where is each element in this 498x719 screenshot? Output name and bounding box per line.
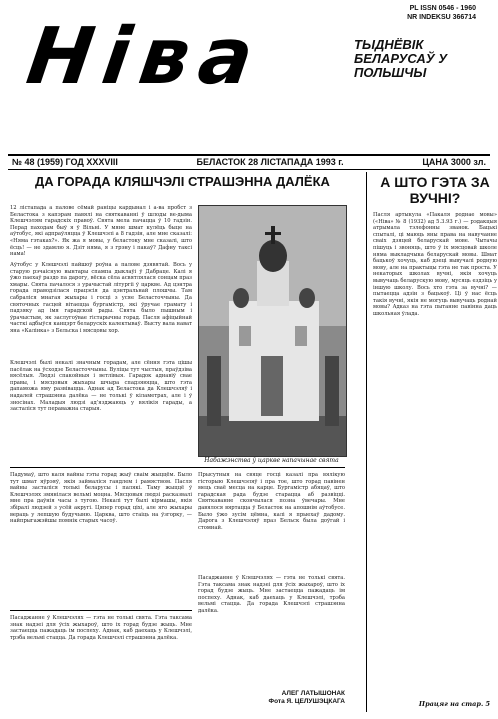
lower-col2-text: Прысутныя на свяце госці казалі пра вялікую гісторыю Клешчэляў і пра тое, што горад павінен мець сваё месца на карце. Бургамістр абяцаў, што гарадская рада будзе старацца аб развіцці. Святкаванне скончылася позна ўвечары. Мне давялося вяртацца ў Беласток на апошнім аўтобусе. Было ўжо зусім цёмна, калі я прыехаў дадому. Дарога з Клешчэляў праз Бельск была доўгай і стомнай. [198, 472, 345, 531]
side-headline: А ШТО ГЭТА ЗА ВУЧНІ? [380, 174, 490, 206]
side-article [366, 172, 497, 712]
lead-intro: 12 лістапада а палове сёмай раніцы кардынал і а-ва пробст з Беластока з капэрам павялі на святкаванні ў шлоды ве-дыма Клешчэлям гарадскіх правоў. Свята мела пачацца ў 10 гадзін. Перад паходам быў я ў Вільні. У мяне шмат кулёць быце на аўтобус, які адпраўляцца ў Клешчэлі а 8 гадзін, але мне сказалі: «Няма гэтаках?». Як жа я мовы, у беластоку мне сказалі, што ёсць! — не здамлю я. Дзіт няма, я з грэну і пакаў? Дафну таксі нама! [10, 205, 192, 258]
lower-col1-text: Падумаў, што каля вайны гэты горад жыў сваім жыццём. Было тут шмат яўрэяў, якія займаліся гандлем і рамяством. Пасля вайны засталіся толькі беларусы і палякі. Таму жыццё ў Клешчэлях змянілася вельмі моцна. Мясцовыя людзі расказвалі мне пра даўнія часы з тугою. Некалі тут былі кірмашы, якія збіралі людзей з усёй акругі. Цяпер горад ціхі, але яго жыхары вераць у лепшую будучыню. Царква, што стаіць на ўзгорку, — найпрыгажэйшы помнік старых часоў. [10, 472, 192, 525]
lower-divider [10, 610, 192, 611]
continued-note: Працяг на стар. 5 [418, 700, 490, 708]
signature [240, 690, 345, 706]
issue-price: ЦАНА 3000 зл. [422, 157, 486, 167]
side-text: Пасля артыкула «Пакаля роднае мовы» («Ніва» № 8 (1932) ад 5.3.93 г.) — рэдакцыя атрымала тэлефонны званок. Бацькі спыталі, ці маюць яны права на навучанне сваіх дзяцей беларускай мове. Чытачы пішуць і звоняць, што ў іх мясцовай школе няма выкладчыка беларускай мовы. Шмат бацькоў хочуць, каб дзеці вывучалі родную мову, але на практыцы гэта не так проста. У некаторых школах вучні, якія хочуць вывучаць беларускую мову, мусяць ездзіць у іншую школу. Вось хто гэта за вучні? — пытаецца адзін з бацькоў. Ці ў нас ёсць такія вучні, якія не могуць вывучаць роднай мовы? Адказ на гэта пытанне павінна даць школьная ўлада. [373, 212, 497, 317]
church-photo [198, 205, 347, 457]
lead-article [10, 172, 355, 195]
section-divider [10, 467, 345, 468]
lead-col2-text: Клешчэлі былі некалі значным горадам, але сёння гэта цішы пасёлак на ўсходзе Беласточчыны. Вуліцы тут чыстыя, праўдзіва вясёлыя. Людзі спакойныя і ветлівыя. Гарадок аднавіў свае правы, і мясцовыя жыхары шчыра спадзяюцца, што гэта дапаможа яму развівацца. Аднак ад Беластока да Клешчэляў і надалей страшэнна далёка — не толькі ў кіламетрах, але і ў зносінах. Маладыя людзі ад’язджаюць у вялікія гарады, а засталіся тут пераважна старыя. [10, 360, 192, 413]
lower-col2-continued: Пасаджанне ў Клешчэлях — гэта не толькі свята. Гэта таксама знак надзеі для ўсіх жыхароў, што іх горад будзе жыць. Мне застаецца пажадаць ім поспеху. Аднак, каб даехаць у Клешчэлі, трэба вельмі стацца. Да горада Клешчэлі страшэнна далёка. [198, 575, 345, 614]
info-bar [8, 154, 490, 170]
photo-credit: Фота Я. ЦЕЛУШЭЦКАГА [268, 698, 345, 705]
issue-number: № 48 (1959) ГОД XXXVIII [12, 157, 118, 167]
issue-date: БЕЛАСТОК 28 ЛІСТАПАДА 1993 г. [196, 157, 344, 167]
author-name: АЛЕГ ЛАТЫШОНАК [281, 690, 345, 697]
masthead [8, 0, 490, 118]
index-line: NR INDEKSU 366714 [407, 14, 476, 21]
logo: Ніва [21, 12, 269, 102]
photo-caption: Набажэнства ў царкве напачынае свята [204, 457, 339, 464]
tagline: ТЫДНЁВІК БЕЛАРУСАЎ У ПОЛЬШЧЫ [354, 37, 448, 80]
lead-col1-text: Аўтобус у Клешчэлі пайшоў роўна а палове дзявятай. Вось у старую рэчаісную вынтары спампа дыклаўі ў Дабраце. Калі я ўжо паехаў раздо па дарогу, вёска сёла асвятлялася сонцам праз хмары. Свята пачалося з урачыстай літургіі ў царкве. Ад цэнтра горада праводзілася працэсія да цэнтральнай плошчы. Там сабраліся мнагая жыхары і госці з усяе Беласточчыны. Да святочных гасцей вітаецца бургамістр, які ўручае грамату і падзяку ад імя гарадской рады. Свята было пышным і ўрачыстым, як заслугоўвае гістарычны горад. Пасля афіцыйнай часткі адбыўся канцэрт беларускіх калектываў. Высту вала нават яна «Калінка» з Бельска і мясцовы хор. [10, 262, 192, 334]
bottom-text: Пасаджанне ў Клешчэлях — гэта не толькі свята. Гэта таксама знак надзеі для ўсіх жыхароў, што іх горад будзе жыць. Мне застаецца пажадаць ім поспеху. Аднак, каб даехаць у Клешчэлі, трэба вельмі стацца. Да горада Клешчэлі страшэнна далёка. [10, 615, 192, 641]
lead-headline: ДА ГОРАДА КЛЯШЧЭЛІ СТРАШЭННА ДАЛЁКА [35, 174, 330, 189]
church-image [199, 206, 346, 456]
issn-line: PL ISSN 0546 - 1960 [409, 5, 476, 12]
issn-block [407, 4, 476, 22]
